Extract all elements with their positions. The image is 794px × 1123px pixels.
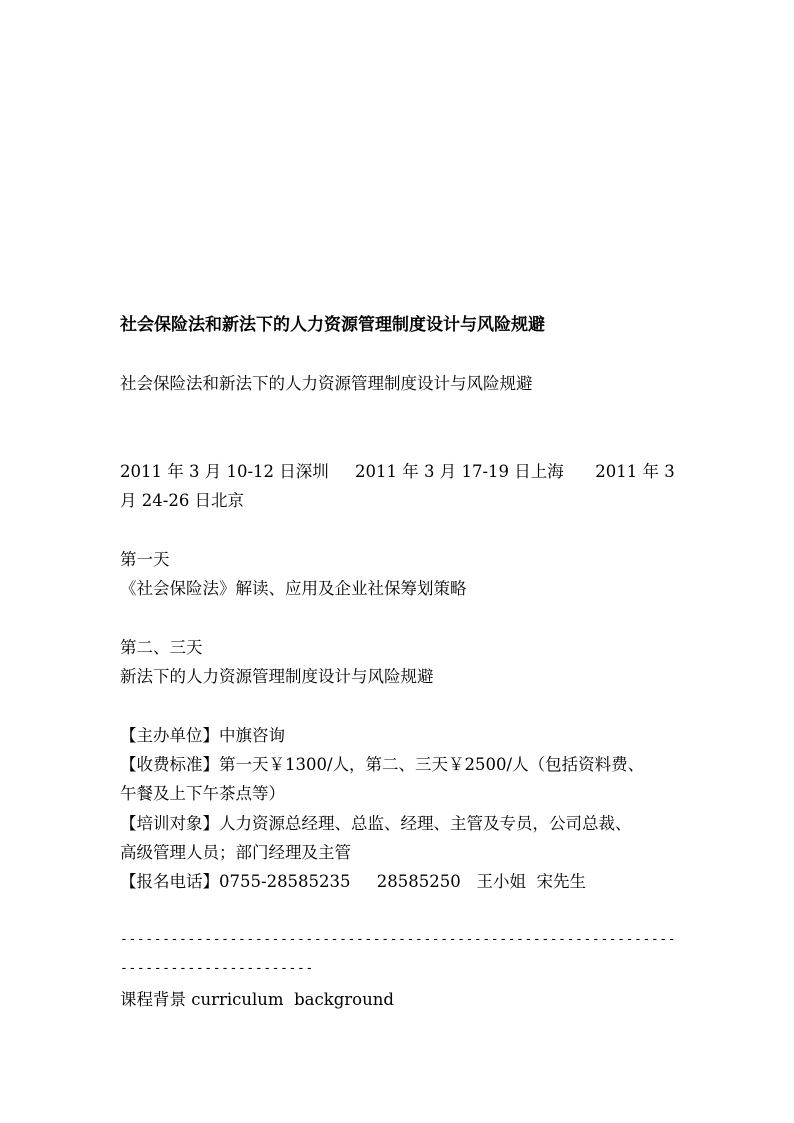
separator-line-2: ----------------------- [120,961,314,976]
document-subtitle: 社会保险法和新法下的人力资源管理制度设计与风险规避 [120,374,533,393]
separator-line-1: ------------------------------------------------------------------ [120,932,677,947]
document-title-bold: 社会保险法和新法下的人力资源管理制度设计与风险规避 [120,315,545,335]
audience-info-line-2: 高级管理人员；部门经理及主管 [120,843,351,862]
organizer-info: 【主办单位】中旗咨询 [120,726,285,745]
course-background-heading: 课程背景 curriculum background [120,990,394,1009]
day1-heading: 第一天 [120,550,170,569]
schedule-line-1: 2011 年 3 月 10-12 日深圳 2011 年 3 月 17-19 日上海 2011 年 3 [120,462,675,481]
day23-heading: 第二、三天 [120,638,203,657]
schedule-line-2: 月 24-26 日北京 [120,491,245,510]
fee-info-line-1: 【收费标准】第一天￥1300/人，第二、三天￥2500/人（包括资料费、 [120,755,645,774]
day23-topic: 新法下的人力资源管理制度设计与风险规避 [120,667,434,686]
audience-info-line-1: 【培训对象】人力资源总经理、总监、经理、主管及专员，公司总裁、 [120,814,632,833]
phone-info: 【报名电话】0755-28585235 28585250 王小姐 宋先生 [120,872,586,891]
day1-topic: 《社会保险法》解读、应用及企业社保筹划策略 [120,579,467,598]
fee-info-line-2: 午餐及上下午茶点等） [120,784,285,803]
